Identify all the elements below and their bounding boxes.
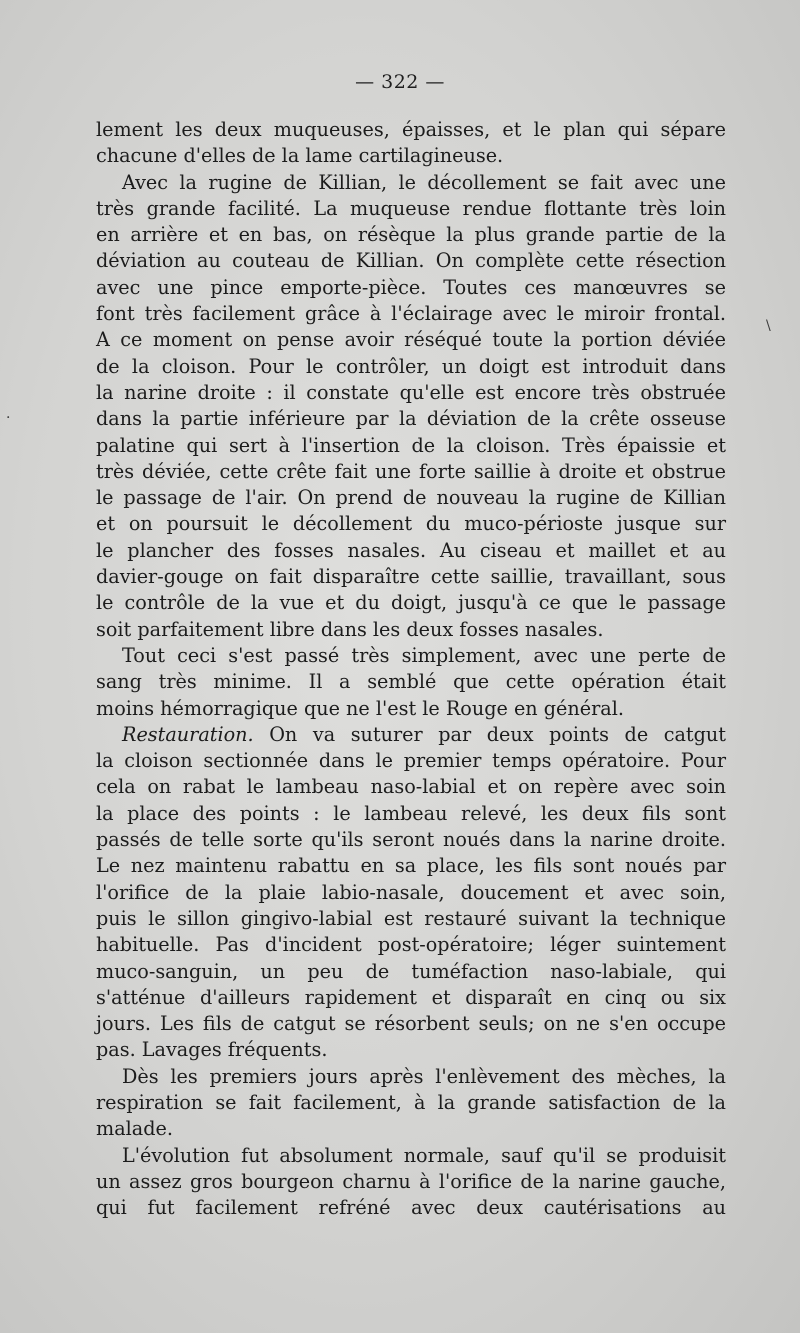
paragraph-2 bbox=[96, 170, 726, 643]
text-line: la place des points : le lambeau relevé, les deux fils sont bbox=[96, 801, 726, 825]
text-line: A ce moment on pense avoir réséqué toute la portion déviée bbox=[96, 328, 726, 352]
section-lead: Restauration. bbox=[122, 722, 254, 746]
text-line: puis le sillon gingivo-labial est restauré suivant la technique bbox=[96, 906, 726, 930]
text-line: L'évolution fut absolument normale, sauf qu'il se produisit bbox=[122, 1143, 726, 1167]
text-line: sang très minime. Il a semblé que cette opération était bbox=[96, 670, 726, 694]
text-line: font très facilement grâce à l'éclairage avec le miroir frontal. bbox=[96, 302, 726, 326]
text-line: malade. bbox=[96, 1117, 173, 1141]
text-line: respiration se fait facilement, à la grande satisfaction de la bbox=[96, 1090, 726, 1114]
text-line: l'orifice de la plaie labio-nasale, doucement et avec soin, bbox=[96, 880, 726, 904]
text-line: chacune d'elles de la lame cartilagineuse. bbox=[96, 144, 504, 168]
text-line-rest: On va suturer par deux points de catgut bbox=[253, 722, 726, 746]
text-line: de la cloison. Pour le contrôler, un doigt est introduit dans bbox=[96, 354, 726, 378]
body-text bbox=[96, 117, 726, 1221]
text-line: cela on rabat le lambeau naso-labial et on repère avec soin bbox=[96, 775, 726, 799]
text-line: en arrière et en bas, on résèque la plus grande partie de la bbox=[96, 223, 726, 247]
paragraph-4 bbox=[96, 722, 726, 1064]
text-line: Avec la rugine de Killian, le décollement se fait avec une bbox=[122, 170, 726, 194]
text-line: pas. Lavages fréquents. bbox=[96, 1038, 328, 1062]
paragraph-3 bbox=[96, 643, 726, 722]
text-line: muco-sanguin, un peu de tuméfaction naso-labiale, qui bbox=[96, 959, 726, 983]
text-line: le contrôle de la vue et du doigt, jusqu'à ce que le passage bbox=[96, 591, 726, 615]
text-line bbox=[96, 722, 726, 748]
text-line: un assez gros bourgeon charnu à l'orifice de la narine gauche, bbox=[96, 1169, 726, 1193]
text-line: le plancher des fosses nasales. Au ciseau et maillet et au bbox=[96, 538, 726, 562]
text-line: soit parfaitement libre dans les deux fosses nasales. bbox=[96, 617, 604, 641]
text-line: qui fut facilement refréné avec deux cautérisations au bbox=[96, 1196, 726, 1220]
text-line: Le nez maintenu rabattu en sa place, les fils sont noués par bbox=[96, 854, 726, 878]
text-line: davier-gouge on fait disparaître cette saillie, travaillant, sous bbox=[96, 565, 726, 589]
text-line: très grande facilité. La muqueuse rendue flottante très loin bbox=[96, 196, 726, 220]
text-line: et on poursuit le décollement du muco-périoste jusque sur bbox=[96, 512, 726, 536]
text-line: déviation au couteau de Killian. On complète cette résection bbox=[96, 249, 726, 273]
paragraph-6 bbox=[96, 1143, 726, 1222]
text-line: jours. Les fils de catgut se résorbent seuls; on ne s'en occupe bbox=[96, 1012, 726, 1036]
text-line: lement les deux muqueuses, épaisses, et le plan qui sépare bbox=[96, 118, 726, 141]
text-line: s'atténue d'ailleurs rapidement et disparaît en cinq ou six bbox=[96, 985, 726, 1009]
stray-mark: \ bbox=[766, 318, 771, 334]
text-line: la cloison sectionnée dans le premier temps opératoire. Pour bbox=[96, 749, 726, 773]
paragraph-5 bbox=[96, 1064, 726, 1143]
text-line: palatine qui sert à l'insertion de la cloison. Très épaissie et bbox=[96, 433, 726, 457]
stray-mark: · bbox=[6, 410, 11, 426]
text-line: le passage de l'air. On prend de nouveau la rugine de Killian bbox=[96, 486, 726, 510]
text-line: passés de telle sorte qu'ils seront noués dans la narine droite. bbox=[96, 828, 726, 852]
page-number: — 322 — bbox=[355, 71, 445, 93]
paragraph-1 bbox=[96, 117, 726, 170]
text-line: très déviée, cette crête fait une forte saillie à droite et obstrue bbox=[96, 459, 726, 483]
text-line: moins hémorragique que ne l'est le Rouge en général. bbox=[96, 696, 624, 720]
text-line: la narine droite : il constate qu'elle est encore très obstruée bbox=[96, 380, 726, 404]
text-line: Dès les premiers jours après l'enlèvement des mèches, la bbox=[122, 1064, 726, 1088]
text-line: dans la partie inférieure par la déviation de la crête osseuse bbox=[96, 407, 726, 431]
text-line: Tout ceci s'est passé très simplement, avec une perte de bbox=[122, 643, 726, 667]
text-line: avec une pince emporte-pièce. Toutes ces manœuvres se bbox=[96, 275, 726, 299]
text-line: habituelle. Pas d'incident post-opératoire; léger suintement bbox=[96, 933, 726, 957]
